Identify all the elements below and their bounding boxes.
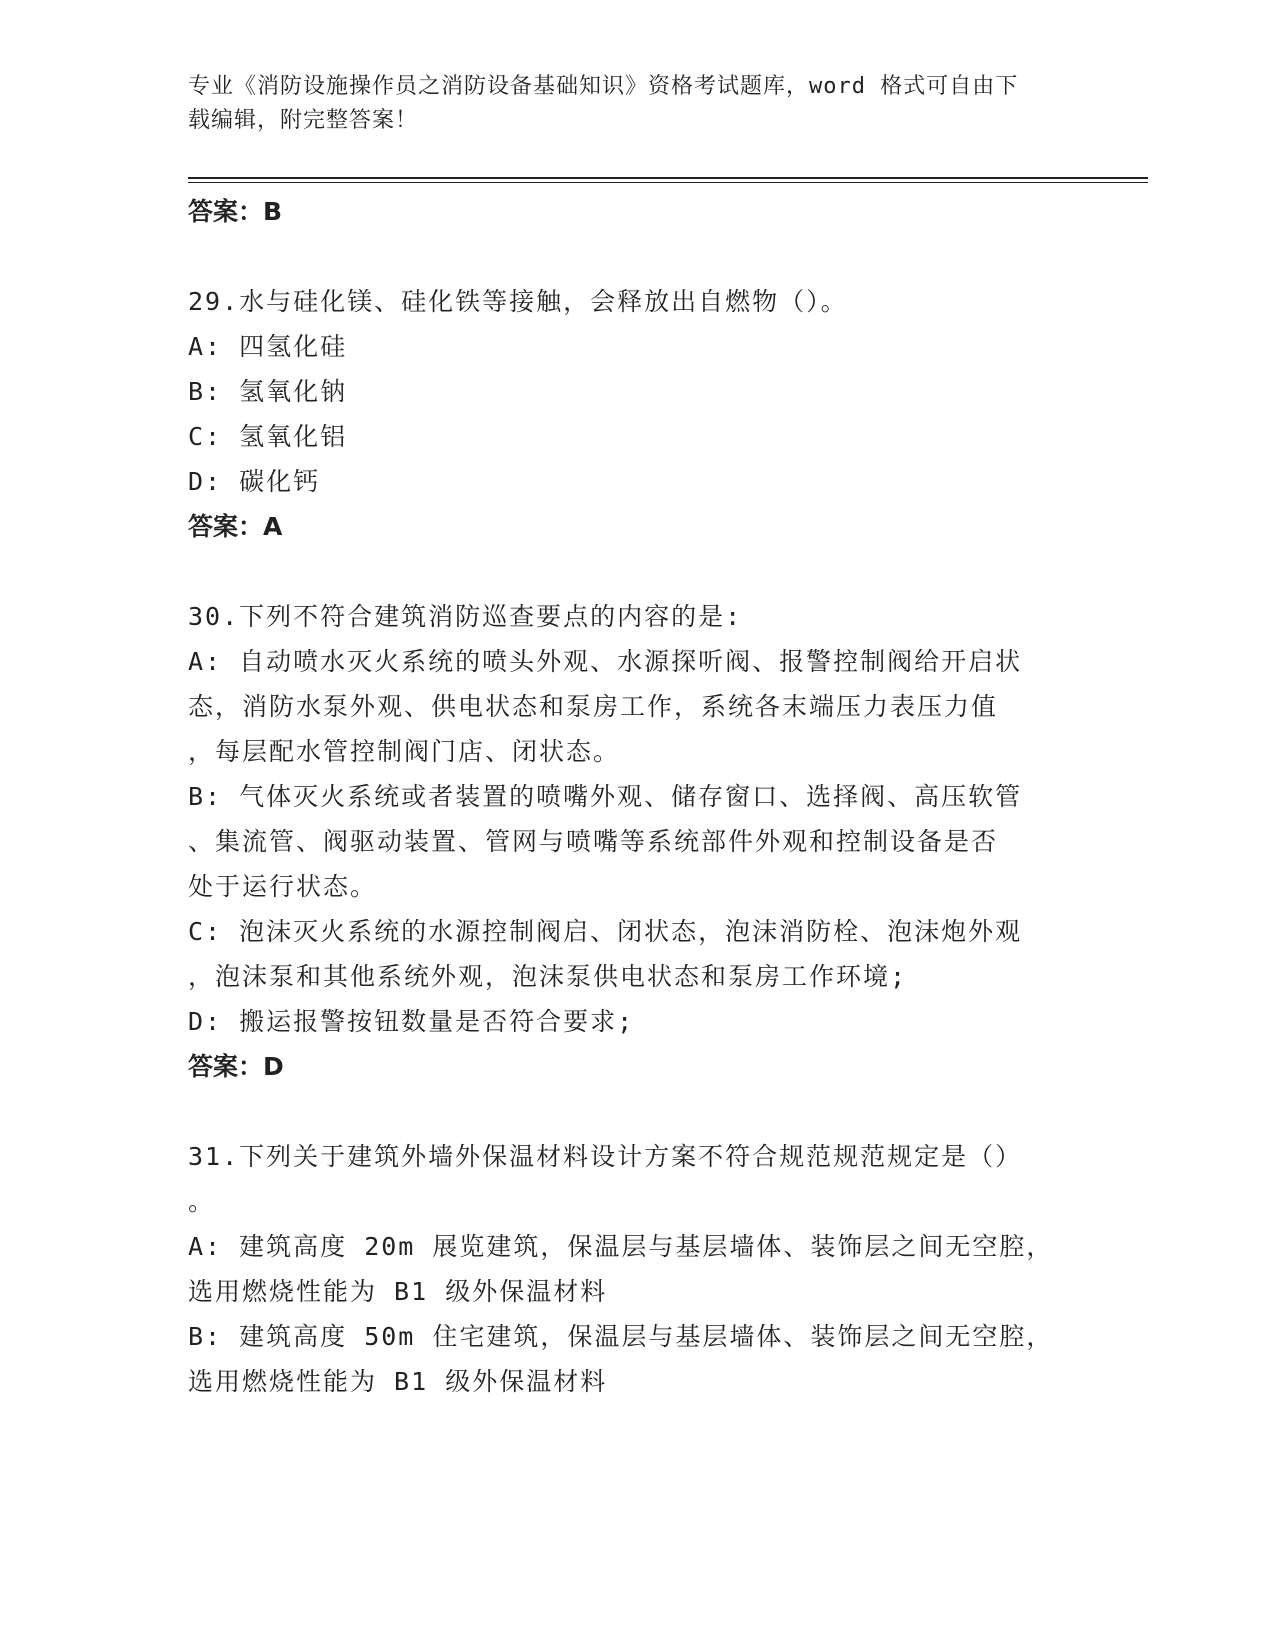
question-text: 。	[188, 1187, 216, 1216]
answer-option	[188, 1224, 1088, 1314]
answer-option	[188, 414, 1088, 459]
question-text: 31.下列关于建筑外墙外保温材料设计方案不符合规范规范规定是（）	[188, 1142, 1023, 1171]
option-text: A: 建筑高度 20m 展览建筑，保温层与基层墙体、装饰层之间无空腔，	[188, 1232, 1054, 1261]
option-text: A: 自动喷水灭火系统的喷头外观、水源探听阀、报警控制阀给开启状	[188, 647, 1023, 676]
option-text: B: 气体灭火系统或者装置的喷嘴外观、储存窗口、选择阀、高压软管	[188, 782, 1023, 811]
question-text: 30.下列不符合建筑消防巡查要点的内容的是:	[188, 602, 743, 631]
header-line-2: 载编辑，附完整答案！	[188, 108, 419, 133]
option-text: 、集流管、阀驱动装置、管网与喷嘴等系统部件外观和控制设备是否	[188, 827, 999, 856]
question-block	[188, 594, 1088, 1089]
question-list	[188, 189, 1088, 1404]
option-text: A: 四氢化硅	[188, 332, 348, 361]
answer-option	[188, 369, 1088, 414]
header-rule-thick	[188, 177, 1148, 179]
option-text: 选用燃烧性能为 B1 级外保温材料	[188, 1367, 608, 1396]
answer-option	[188, 459, 1088, 504]
option-text: ，泡沫泵和其他系统外观，泡沫泵供电状态和泵房工作环境;	[188, 962, 908, 991]
answer-option	[188, 324, 1088, 369]
option-text: 处于运行状态。	[188, 872, 378, 901]
answer-key: 答案：A	[188, 512, 283, 541]
answer-option	[188, 639, 1088, 774]
answer-option	[188, 999, 1088, 1044]
option-text: ，每层配水管控制阀门店、闭状态。	[188, 737, 621, 766]
option-text: C: 泡沫灭火系统的水源控制阀启、闭状态，泡沫消防栓、泡沫炮外观	[188, 917, 1023, 946]
option-text: C: 氢氧化铝	[188, 422, 348, 451]
option-text: 态，消防水泵外观、供电状态和泵房工作，系统各末端压力表压力值	[188, 692, 999, 721]
document-header	[188, 70, 1088, 138]
option-text: B: 建筑高度 50m 住宅建筑，保温层与基层墙体、装饰层之间无空腔，	[188, 1322, 1054, 1351]
question-block	[188, 1134, 1088, 1404]
option-text: D: 碳化钙	[188, 467, 321, 496]
header-line-1: 专业《消防设施操作员之消防设备基础知识》资格考试题库，word 格式可自由下	[188, 74, 1019, 99]
question-block	[188, 279, 1088, 549]
option-text: B: 氢氧化钠	[188, 377, 348, 406]
answer-option	[188, 909, 1088, 999]
question-text: 29.水与硅化镁、硅化铁等接触，会释放出自燃物（）。	[188, 287, 848, 316]
header-rule-thin	[188, 182, 1148, 183]
previous-answer: 答案：B	[188, 197, 283, 226]
answer-key: 答案：D	[188, 1052, 284, 1081]
option-text: D: 搬运报警按钮数量是否符合要求;	[188, 1007, 635, 1036]
option-text: 选用燃烧性能为 B1 级外保温材料	[188, 1277, 608, 1306]
answer-option	[188, 774, 1088, 909]
answer-option	[188, 1314, 1088, 1404]
